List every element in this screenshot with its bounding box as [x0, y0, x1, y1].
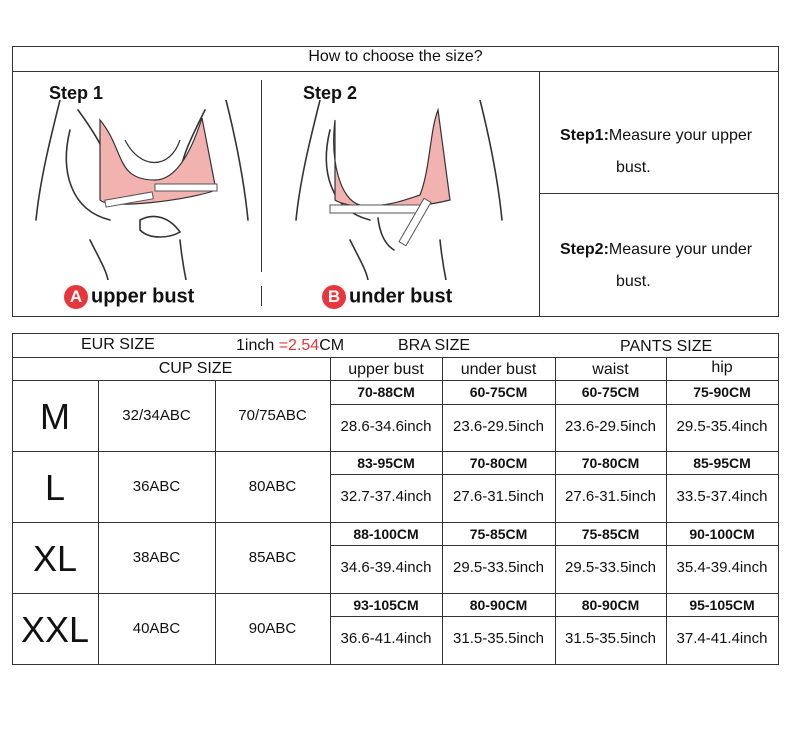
- under-cm: 80-90CM: [469, 597, 528, 613]
- upper-bust-illustration: [30, 100, 255, 280]
- cup-value: 40ABC: [132, 620, 181, 637]
- hip-cm: 95-105CM: [689, 597, 755, 613]
- upper-bust-header: upper bust: [348, 361, 424, 378]
- hip-inch: 35.4-39.4inch: [676, 559, 768, 576]
- bra-size-header: BRA SIZE: [398, 337, 471, 354]
- upper-cm: 83-95CM: [357, 455, 415, 471]
- hip-inch: 37.4-41.4inch: [676, 630, 768, 647]
- waist-inch: 31.5-35.5inch: [565, 630, 656, 647]
- badge-a: A: [64, 285, 88, 309]
- upper-cm: 93-105CM: [353, 597, 419, 613]
- under-bust-illustration: [290, 100, 515, 280]
- guide-title: How to choose the size?: [308, 48, 483, 65]
- waist-cm: 80-90CM: [581, 597, 640, 613]
- band-value: 85ABC: [248, 549, 297, 566]
- band-value: 70/75ABC: [238, 407, 307, 424]
- size-label: L: [44, 467, 66, 508]
- waist-inch: 23.6-29.5inch: [565, 418, 656, 435]
- badge-b: B: [322, 285, 346, 309]
- instruction-step1-cont: bust.: [616, 159, 651, 176]
- size-label: XL: [32, 538, 78, 579]
- under-inch: 27.6-31.5inch: [453, 488, 544, 505]
- instruction-step2: Step2:Measure your under: [560, 241, 753, 258]
- cup-value: 32/34ABC: [122, 407, 191, 424]
- cup-value: 36ABC: [132, 478, 181, 495]
- under-inch: 31.5-35.5inch: [453, 630, 544, 647]
- upper-inch: 36.6-41.4inch: [340, 630, 432, 647]
- hip-inch: 29.5-35.4inch: [676, 418, 768, 435]
- step2-label: Step 2: [303, 83, 358, 103]
- waist-header: waist: [592, 361, 629, 378]
- upper-inch: 28.6-34.6inch: [340, 418, 432, 435]
- step1-label: Step 1: [49, 83, 104, 103]
- eur-size-header: EUR SIZE: [81, 336, 155, 353]
- upper-bust-caption: A upper bust: [64, 285, 194, 309]
- pants-size-header: PANTS SIZE: [620, 338, 713, 355]
- hip-inch: 33.5-37.4inch: [676, 488, 768, 505]
- under-cm: 75-85CM: [469, 526, 528, 542]
- under-cm: 60-75CM: [469, 384, 528, 400]
- instruction-step2-cont: bust.: [616, 273, 651, 290]
- size-label: M: [40, 396, 70, 437]
- under-inch: 29.5-33.5inch: [453, 559, 544, 576]
- cup-size-header: CUP SIZE: [158, 360, 233, 377]
- upper-cm: 70-88CM: [357, 384, 415, 400]
- instruction-step1: Step1:Measure your upper: [560, 127, 753, 144]
- hip-header: hip: [711, 359, 733, 376]
- hip-cm: 85-95CM: [693, 455, 751, 471]
- waist-inch: 29.5-33.5inch: [565, 559, 656, 576]
- upper-inch: 32.7-37.4inch: [340, 488, 432, 505]
- under-bust-caption: B under bust: [322, 285, 452, 309]
- band-value: 80ABC: [248, 478, 297, 495]
- size-label: XXL: [20, 609, 90, 650]
- cup-value: 38ABC: [132, 549, 181, 566]
- waist-cm: 75-85CM: [581, 526, 640, 542]
- unit-conversion: 1inch =2.54CM: [236, 337, 345, 354]
- hip-cm: 75-90CM: [693, 384, 751, 400]
- under-cm: 70-80CM: [469, 455, 528, 471]
- under-inch: 23.6-29.5inch: [453, 418, 544, 435]
- hip-cm: 90-100CM: [689, 526, 755, 542]
- upper-cm: 88-100CM: [353, 526, 419, 542]
- under-bust-header: under bust: [460, 361, 537, 378]
- band-value: 90ABC: [248, 620, 297, 637]
- upper-inch: 34.6-39.4inch: [340, 559, 432, 576]
- waist-cm: 70-80CM: [581, 455, 640, 471]
- waist-inch: 27.6-31.5inch: [565, 488, 656, 505]
- waist-cm: 60-75CM: [581, 384, 640, 400]
